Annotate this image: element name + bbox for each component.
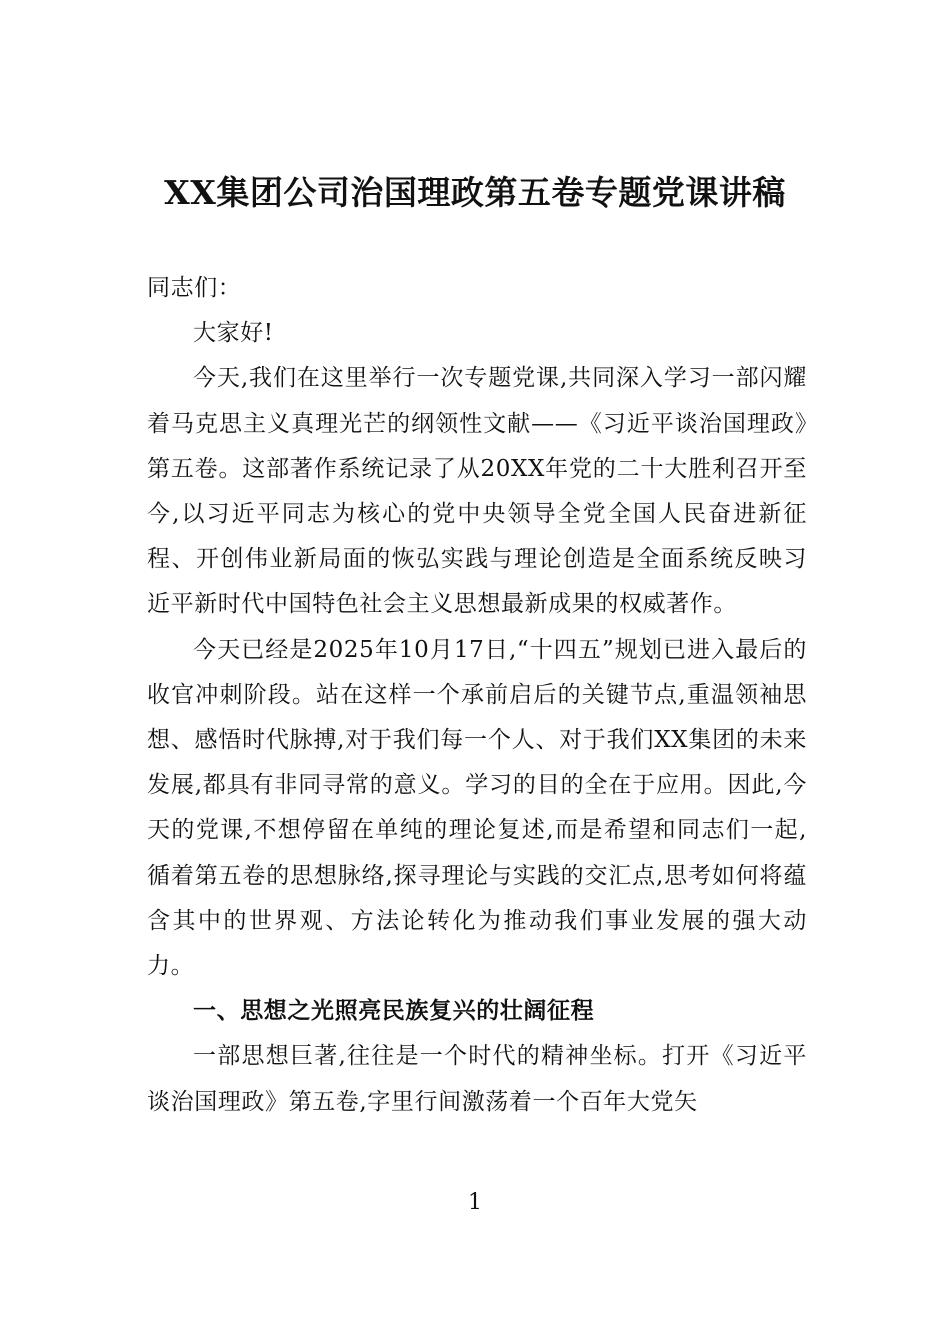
paragraph-1: 今天,我们在这里举行一次专题党课,共同深入学习一部闪耀着马克思主义真理光芒的纲领性文献——《习近平谈治国理政》第五卷。这部著作系统记录了从20XX年党的二十大胜利召开至今,以习近平同志为核心的党中央领导全党全国人民奋进新征程、开创伟业新局面的恢弘实践与理论创造是全面系统反映习近平新时代中国特色社会主义思想最新成果的权威著作。 <box>147 365 807 618</box>
section-paragraph: 一部思想巨著,往往是一个时代的精神坐标。打开《习近平谈治国理政》第五卷,字里行间激荡着一个百年大党矢 <box>147 1043 807 1115</box>
page-number: 1 <box>468 1190 482 1215</box>
section-heading: 一、思想之光照亮民族复兴的壮阔征程 <box>193 998 595 1025</box>
paragraph-2: 今天已经是2025年10月17日,“十四五”规划已进入最后的收官冲刺阶段。站在这样一个承前启后的关键节点,重温领袖思想、感悟时代脉搏,对于我们每一个人、对于我们XX集团的未来发展,都具有非同寻常的意义。学习的目的全在于应用。因此,今天的党课,不想停留在单纯的理论复述,而是希望和同志们一起,循着第五卷的思想脉络,探寻理论与实践的交汇点,思考如何将蕴含其中的世界观、方法论转化为推动我们事业发展的强大动力。 <box>147 636 807 980</box>
salutation: 同志们： <box>147 275 242 301</box>
document-title: XX集团公司治国理政第五卷专题党课讲稿 <box>164 173 786 212</box>
greeting: 大家好! <box>193 320 274 347</box>
document-body <box>147 266 807 1125</box>
